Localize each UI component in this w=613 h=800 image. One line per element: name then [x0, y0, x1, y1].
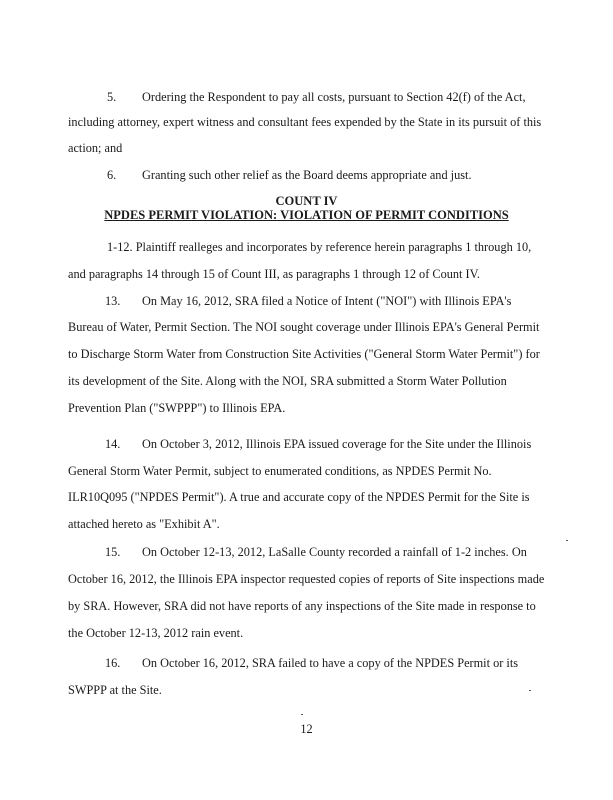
paragraph-text-line: to Discharge Storm Water from Construction Site Activities ("General Storm Water Permit") for — [68, 347, 540, 361]
paragraph-text-line: General Storm Water Permit, subject to enumerated conditions, as NPDES Permit No. — [68, 464, 492, 478]
paragraph-text-line: SWPPP at the Site. — [68, 683, 162, 697]
paragraph-text-line: Prevention Plan ("SWPPP") to Illinois EPA. — [68, 401, 286, 415]
paragraph-text-line: Ordering the Respondent to pay all costs, pursuant to Section 42(f) of the Act, — [142, 90, 526, 104]
paragraph-text-line: Granting such other relief as the Board deems appropriate and just. — [142, 168, 472, 182]
paragraph-text-line: by SRA. However, SRA did not have reports of any inspections of the Site made in response to — [68, 599, 536, 613]
count-subtitle: NPDES PERMIT VIOLATION: VIOLATION OF PERMIT CONDITIONS — [104, 208, 509, 222]
paragraph-number: 13. — [105, 294, 121, 308]
scan-speck — [301, 714, 303, 715]
paragraph-number: 14. — [105, 437, 121, 451]
paragraph-text-line: On October 16, 2012, SRA failed to have a copy of the NPDES Permit or its — [142, 656, 519, 670]
paragraph-text-line: its development of the Site. Along with the NOI, SRA submitted a Storm Water Pollution — [68, 374, 507, 388]
paragraph-text-line: 1-12. Plaintiff realleges and incorporates by reference herein paragraphs 1 through 10, — [107, 240, 532, 254]
scan-speck — [529, 690, 531, 691]
paragraph-text-line: ILR10Q095 ("NPDES Permit"). A true and accurate copy of the NPDES Permit for the Site is — [68, 490, 530, 504]
paragraph-text-line: October 16, 2012, the Illinois EPA inspector requested copies of reports of Site inspections made — [68, 572, 545, 586]
paragraph-text-line: On October 3, 2012, Illinois EPA issued coverage for the Site under the Illinois — [142, 437, 532, 451]
paragraph-number: 6. — [107, 168, 117, 182]
paragraph-text-line: Bureau of Water, Permit Section. The NOI sought coverage under Illinois EPA's General Permit — [68, 320, 540, 334]
paragraph-text-line: action; and — [68, 141, 123, 155]
count-title: COUNT IV — [275, 194, 338, 208]
paragraph-number: 16. — [105, 656, 121, 670]
paragraph-text-line: On October 12-13, 2012, LaSalle County recorded a rainfall of 1-2 inches. On — [142, 545, 527, 559]
paragraph-text-line: and paragraphs 14 through 15 of Count III, as paragraphs 1 through 12 of Count IV. — [68, 267, 480, 281]
paragraph-text-line: the October 12-13, 2012 rain event. — [68, 626, 244, 640]
paragraph-number: 15. — [105, 545, 121, 559]
page-number: 12 — [300, 722, 313, 736]
paragraph-text-line: On May 16, 2012, SRA filed a Notice of Intent ("NOI") with Illinois EPA's — [142, 294, 512, 308]
paragraph-text-line: attached hereto as "Exhibit A". — [68, 517, 220, 531]
scan-speck — [566, 540, 568, 541]
paragraph-text-line: including attorney, expert witness and consultant fees expended by the State in its pursuit of this — [68, 115, 542, 129]
paragraph-number: 5. — [107, 90, 117, 104]
